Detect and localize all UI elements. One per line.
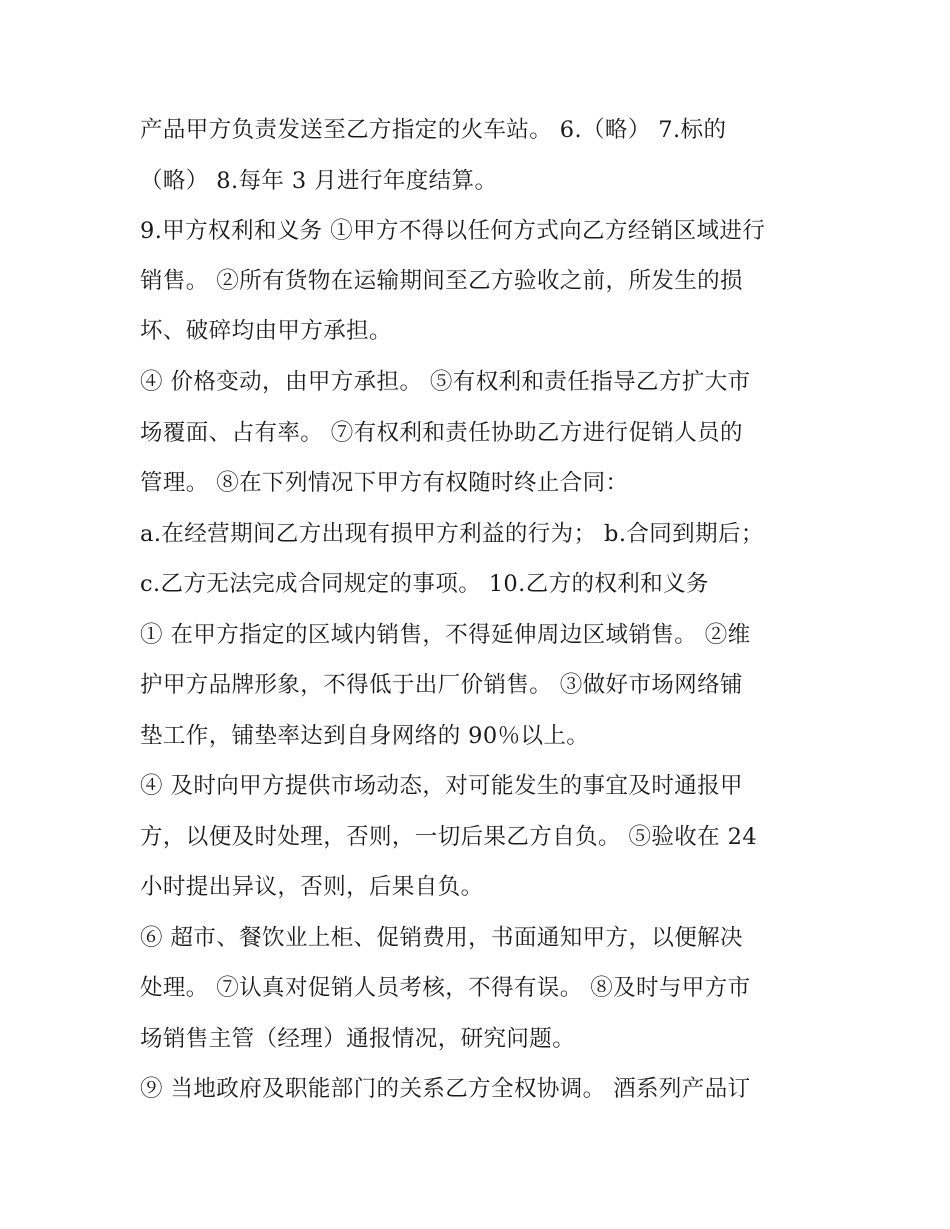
- text-line: 护甲方品牌形象，不得低于出厂价销售。 ③做好市场网络铺: [140, 672, 743, 698]
- text-line: ④ 及时向甲方提供市场动态，对可能发生的事宜及时通报甲: [140, 773, 743, 799]
- text-line: （略） 8.每年 3 月进行年度结算。: [140, 168, 498, 194]
- text-line: ④ 价格变动，由甲方承担。 ⑤有权利和责任指导乙方扩大市: [140, 369, 751, 395]
- text-line: 方，以便及时处理，否则，一切后果乙方自负。 ⑤验收在 24: [140, 824, 758, 850]
- text-line: 处理。 ⑦认真对促销人员考核，不得有误。 ⑧及时与甲方市: [140, 975, 751, 1001]
- text-line: ① 在甲方指定的区域内销售，不得延伸周边区域销售。 ②维: [140, 622, 751, 648]
- text-line: 销售。 ②所有货物在运输期间至乙方验收之前，所发生的损: [140, 268, 743, 294]
- text-line: 垫工作，铺垫率达到自身网络的 90％以上。: [140, 723, 590, 749]
- text-line: 小时提出异议，否则，后果自负。: [140, 874, 484, 900]
- text-line: ⑥ 超市、餐饮业上柜、促销费用，书面通知甲方，以便解决: [140, 925, 743, 951]
- text-line: 管理。 ⑧在下列情况下甲方有权随时终止合同：: [140, 470, 629, 496]
- text-line: 场销售主管（经理）通报情况，研究问题。: [140, 1026, 576, 1052]
- text-line: 场覆面、占有率。 ⑦有权利和责任协助乙方进行促销人员的: [140, 420, 743, 446]
- text-line: 9.甲方权利和义务 ①甲方不得以任何方式向乙方经销区域进行: [140, 218, 766, 244]
- text-line: a.在经营期间乙方出现有损甲方利益的行为； b.合同到期后；: [140, 521, 764, 547]
- text-line: c.乙方无法完成合同规定的事项。 10.乙方的权利和义务: [140, 571, 709, 597]
- text-line: 产品甲方负责发送至乙方指定的火车站。 6.（略） 7.标的: [140, 117, 727, 143]
- text-line: ⑨ 当地政府及职能部门的关系乙方全权协调。 酒系列产品订: [140, 1076, 751, 1102]
- text-line: 坏、破碎均由甲方承担。: [140, 318, 392, 344]
